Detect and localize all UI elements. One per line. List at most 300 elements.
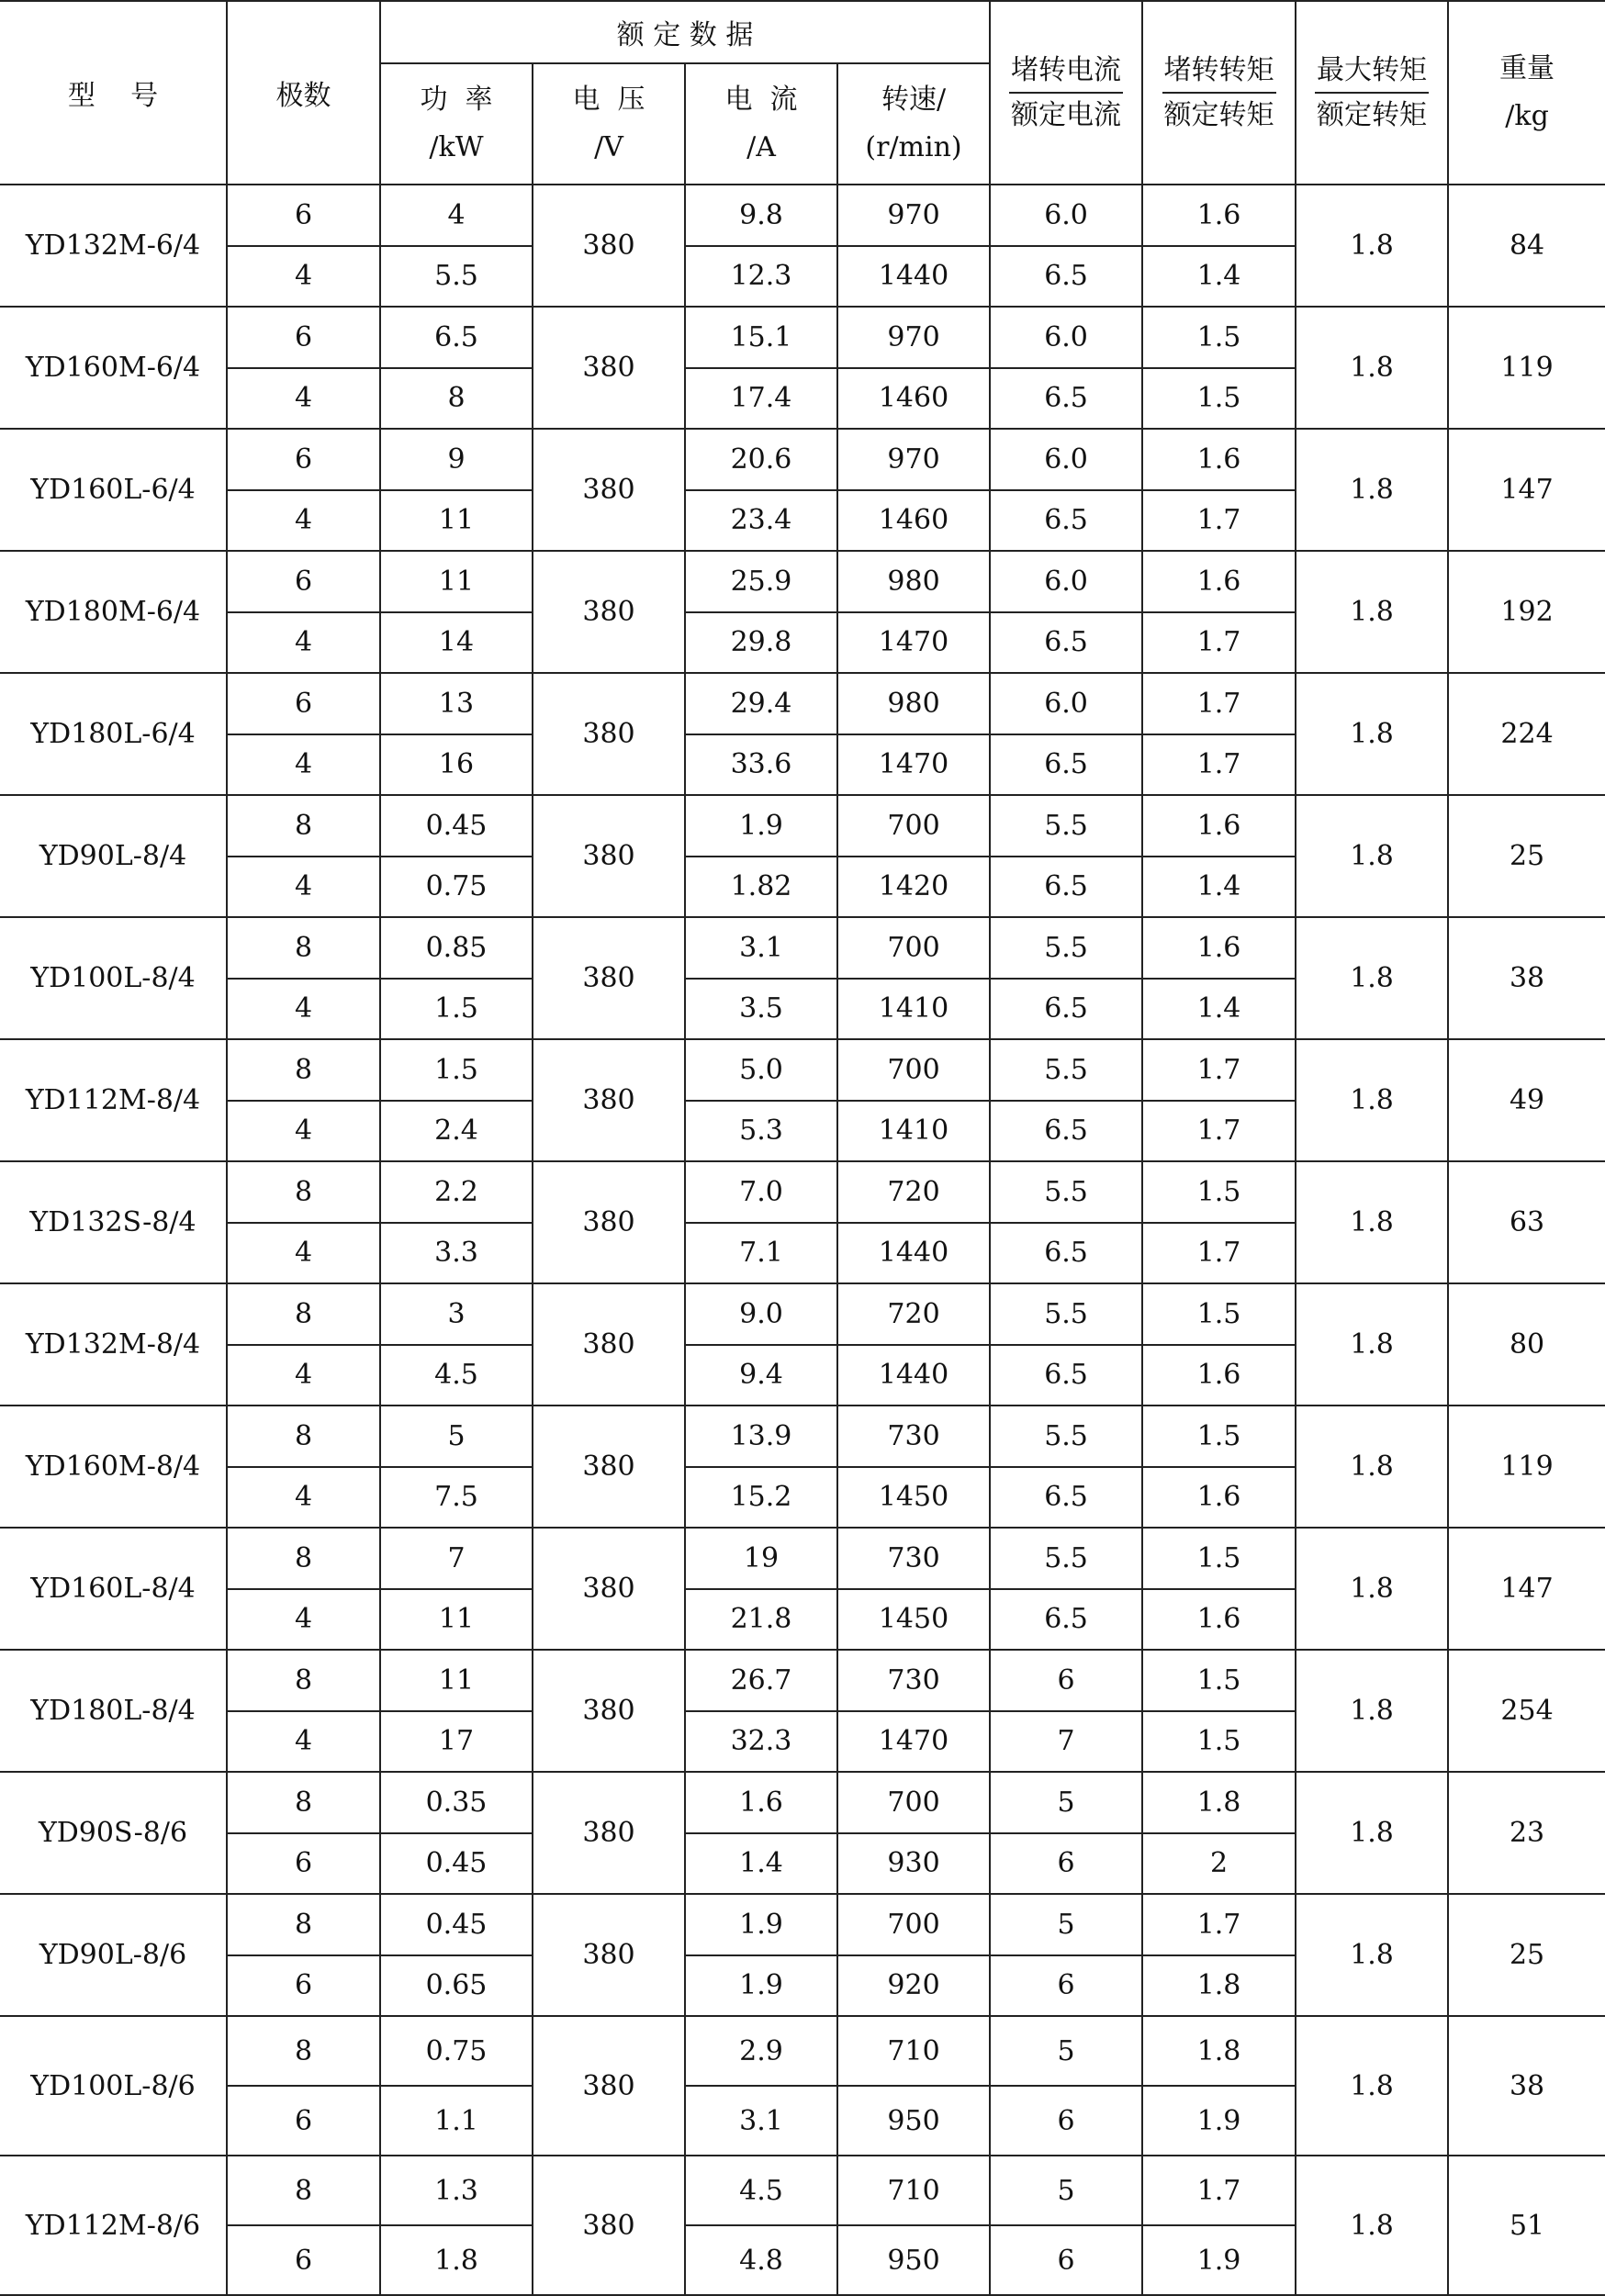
- cell-locked-current-ratio: 6.5: [990, 490, 1142, 552]
- cell-voltage: 380: [533, 1283, 685, 1406]
- cell-locked-current-ratio: 6.5: [990, 246, 1142, 308]
- cell-locked-current-ratio: 6: [990, 1955, 1142, 2017]
- cell-current: 19: [685, 1528, 837, 1589]
- cell-locked-torque-ratio: 1.5: [1142, 1406, 1296, 1467]
- table-body: [0, 185, 1605, 2295]
- cell-speed: 1440: [837, 1345, 990, 1406]
- cell-poles: 6: [227, 2225, 380, 2295]
- cell-voltage: 380: [533, 795, 685, 917]
- cell-max-torque-ratio: 1.8: [1296, 185, 1448, 307]
- cell-locked-current-ratio: 5: [990, 2156, 1142, 2225]
- cell-speed: 710: [837, 2016, 990, 2086]
- cell-poles: 4: [227, 612, 380, 674]
- cell-locked-current-ratio: 6.5: [990, 857, 1142, 918]
- cell-locked-torque-ratio: 1.4: [1142, 979, 1296, 1040]
- cell-locked-torque-ratio: 1.6: [1142, 1589, 1296, 1651]
- cell-locked-torque-ratio: 1.9: [1142, 2225, 1296, 2295]
- cell-power: 1.5: [380, 1039, 533, 1101]
- cell-locked-current-ratio: 6: [990, 1833, 1142, 1895]
- cell-voltage: 380: [533, 551, 685, 673]
- cell-max-torque-ratio: 1.8: [1296, 1039, 1448, 1161]
- cell-locked-current-ratio: 6.0: [990, 307, 1142, 368]
- cell-locked-torque-ratio: 1.5: [1142, 1528, 1296, 1589]
- cell-current: 29.4: [685, 673, 837, 734]
- cell-poles: 4: [227, 1467, 380, 1529]
- cell-power: 2.4: [380, 1101, 533, 1162]
- cell-locked-current-ratio: 6.5: [990, 979, 1142, 1040]
- cell-speed: 700: [837, 917, 990, 979]
- cell-locked-torque-ratio: 1.6: [1142, 429, 1296, 490]
- cell-locked-torque-ratio: 1.5: [1142, 1161, 1296, 1223]
- cell-max-torque-ratio: 1.8: [1296, 1161, 1448, 1283]
- table-row: [0, 307, 1605, 368]
- cell-model: YD160L-8/4: [0, 1528, 227, 1650]
- cell-weight: 25: [1448, 1894, 1605, 2016]
- cell-max-torque-ratio: 1.8: [1296, 429, 1448, 551]
- cell-speed: 720: [837, 1161, 990, 1223]
- cell-weight: 38: [1448, 917, 1605, 1039]
- cell-voltage: 380: [533, 1528, 685, 1650]
- cell-max-torque-ratio: 1.8: [1296, 307, 1448, 429]
- cell-max-torque-ratio: 1.8: [1296, 2016, 1448, 2156]
- cell-poles: 8: [227, 1772, 380, 1833]
- cell-locked-current-ratio: 6.5: [990, 1467, 1142, 1529]
- cell-poles: 4: [227, 857, 380, 918]
- cell-speed: 1420: [837, 857, 990, 918]
- cell-power: 0.45: [380, 795, 533, 857]
- cell-power: 0.75: [380, 2016, 533, 2086]
- table-row: [0, 795, 1605, 857]
- cell-max-torque-ratio: 1.8: [1296, 551, 1448, 673]
- cell-locked-current-ratio: 7: [990, 1711, 1142, 1773]
- cell-current: 4.8: [685, 2225, 837, 2295]
- cell-weight: 119: [1448, 307, 1605, 429]
- cell-weight: 254: [1448, 1650, 1605, 1772]
- cell-power: 14: [380, 612, 533, 674]
- cell-current: 32.3: [685, 1711, 837, 1773]
- cell-weight: 49: [1448, 1039, 1605, 1161]
- cell-poles: 4: [227, 1223, 380, 1284]
- cell-poles: 6: [227, 307, 380, 368]
- cell-locked-torque-ratio: 1.5: [1142, 1711, 1296, 1773]
- cell-model: YD132M-8/4: [0, 1283, 227, 1406]
- cell-power: 16: [380, 734, 533, 796]
- cell-current: 1.9: [685, 1894, 837, 1955]
- cell-locked-current-ratio: 6.5: [990, 368, 1142, 430]
- cell-poles: 8: [227, 1283, 380, 1345]
- cell-power: 11: [380, 1650, 533, 1711]
- cell-power: 7: [380, 1528, 533, 1589]
- cell-speed: 980: [837, 673, 990, 734]
- cell-speed: 970: [837, 185, 990, 246]
- cell-locked-current-ratio: 5.5: [990, 1161, 1142, 1223]
- cell-locked-current-ratio: 6.5: [990, 1589, 1142, 1651]
- cell-current: 9.8: [685, 185, 837, 246]
- cell-speed: 720: [837, 1283, 990, 1345]
- cell-poles: 8: [227, 795, 380, 857]
- table-row: [0, 551, 1605, 612]
- cell-poles: 8: [227, 1650, 380, 1711]
- table-row: [0, 2016, 1605, 2086]
- cell-max-torque-ratio: 1.8: [1296, 1650, 1448, 1772]
- cell-power: 8: [380, 368, 533, 430]
- cell-locked-current-ratio: 5: [990, 1772, 1142, 1833]
- cell-voltage: 380: [533, 1161, 685, 1283]
- cell-power: 0.45: [380, 1894, 533, 1955]
- cell-power: 6.5: [380, 307, 533, 368]
- cell-model: YD160L-6/4: [0, 429, 227, 551]
- cell-locked-torque-ratio: 2: [1142, 1833, 1296, 1895]
- cell-locked-torque-ratio: 1.4: [1142, 246, 1296, 308]
- cell-speed: 710: [837, 2156, 990, 2225]
- cell-voltage: 380: [533, 1772, 685, 1894]
- cell-power: 2.2: [380, 1161, 533, 1223]
- cell-locked-torque-ratio: 1.7: [1142, 734, 1296, 796]
- cell-power: 4: [380, 185, 533, 246]
- cell-locked-torque-ratio: 1.4: [1142, 857, 1296, 918]
- cell-speed: 920: [837, 1955, 990, 2017]
- cell-weight: 84: [1448, 185, 1605, 307]
- cell-power: 11: [380, 551, 533, 612]
- cell-max-torque-ratio: 1.8: [1296, 673, 1448, 795]
- cell-power: 4.5: [380, 1345, 533, 1406]
- cell-poles: 6: [227, 551, 380, 612]
- cell-power: 1.8: [380, 2225, 533, 2295]
- cell-speed: 1410: [837, 979, 990, 1040]
- table-row: [0, 185, 1605, 246]
- cell-poles: 4: [227, 734, 380, 796]
- cell-weight: 224: [1448, 673, 1605, 795]
- cell-current: 15.2: [685, 1467, 837, 1529]
- cell-max-torque-ratio: 1.8: [1296, 1283, 1448, 1406]
- cell-poles: 8: [227, 1528, 380, 1589]
- cell-locked-torque-ratio: 1.7: [1142, 612, 1296, 674]
- cell-locked-torque-ratio: 1.7: [1142, 2156, 1296, 2225]
- cell-speed: 700: [837, 1772, 990, 1833]
- table-row: [0, 1528, 1605, 1589]
- cell-current: 33.6: [685, 734, 837, 796]
- cell-poles: 8: [227, 2156, 380, 2225]
- cell-locked-torque-ratio: 1.8: [1142, 1772, 1296, 1833]
- cell-poles: 8: [227, 1894, 380, 1955]
- cell-locked-torque-ratio: 1.5: [1142, 368, 1296, 430]
- cell-model: YD132S-8/4: [0, 1161, 227, 1283]
- cell-speed: 730: [837, 1406, 990, 1467]
- cell-locked-torque-ratio: 1.7: [1142, 490, 1296, 552]
- cell-current: 3.1: [685, 917, 837, 979]
- cell-locked-torque-ratio: 1.9: [1142, 2086, 1296, 2156]
- cell-voltage: 380: [533, 2156, 685, 2295]
- cell-locked-torque-ratio: 1.6: [1142, 1467, 1296, 1529]
- cell-poles: 4: [227, 979, 380, 1040]
- cell-current: 21.8: [685, 1589, 837, 1651]
- cell-speed: 700: [837, 795, 990, 857]
- header-max-torque-ratio: $\frac{\text{最大转矩}}{\text{额定转矩}}$: [1296, 1, 1448, 185]
- cell-poles: 8: [227, 2016, 380, 2086]
- cell-current: 7.1: [685, 1223, 837, 1284]
- cell-speed: 1460: [837, 490, 990, 552]
- cell-current: 3.5: [685, 979, 837, 1040]
- table-row: [0, 1161, 1605, 1223]
- cell-current: 1.82: [685, 857, 837, 918]
- cell-current: 9.0: [685, 1283, 837, 1345]
- cell-locked-torque-ratio: 1.8: [1142, 1955, 1296, 2017]
- cell-locked-torque-ratio: 1.6: [1142, 551, 1296, 612]
- cell-power: 1.3: [380, 2156, 533, 2225]
- cell-speed: 1410: [837, 1101, 990, 1162]
- cell-poles: 4: [227, 1711, 380, 1773]
- header-locked-torque-ratio: $\frac{\text{堵转转矩}}{\text{额定转矩}}$: [1142, 1, 1296, 185]
- cell-poles: 8: [227, 1161, 380, 1223]
- cell-current: 20.6: [685, 429, 837, 490]
- table-row: [0, 1772, 1605, 1833]
- cell-poles: 6: [227, 429, 380, 490]
- cell-current: 1.6: [685, 1772, 837, 1833]
- cell-poles: 6: [227, 2086, 380, 2156]
- cell-poles: 6: [227, 1955, 380, 2017]
- cell-model: YD90L-8/4: [0, 795, 227, 917]
- cell-locked-torque-ratio: 1.6: [1142, 795, 1296, 857]
- table-row: [0, 2156, 1605, 2225]
- cell-weight: 25: [1448, 795, 1605, 917]
- cell-current: 29.8: [685, 612, 837, 674]
- cell-locked-current-ratio: 5: [990, 2016, 1142, 2086]
- cell-poles: 4: [227, 246, 380, 308]
- cell-locked-torque-ratio: 1.7: [1142, 673, 1296, 734]
- cell-voltage: 380: [533, 1039, 685, 1161]
- cell-model: YD100L-8/6: [0, 2016, 227, 2156]
- cell-model: YD100L-8/4: [0, 917, 227, 1039]
- cell-speed: 1450: [837, 1467, 990, 1529]
- table-row: [0, 1406, 1605, 1467]
- cell-max-torque-ratio: 1.8: [1296, 795, 1448, 917]
- cell-voltage: 380: [533, 1894, 685, 2016]
- cell-poles: 4: [227, 1589, 380, 1651]
- cell-model: YD90S-8/6: [0, 1772, 227, 1894]
- cell-power: 7.5: [380, 1467, 533, 1529]
- cell-locked-current-ratio: 6.5: [990, 1101, 1142, 1162]
- cell-locked-current-ratio: 5.5: [990, 795, 1142, 857]
- cell-speed: 970: [837, 307, 990, 368]
- cell-poles: 4: [227, 368, 380, 430]
- cell-speed: 1470: [837, 612, 990, 674]
- cell-locked-current-ratio: 6.5: [990, 612, 1142, 674]
- cell-model: YD160M-8/4: [0, 1406, 227, 1528]
- cell-speed: 1440: [837, 246, 990, 308]
- cell-power: 0.85: [380, 917, 533, 979]
- cell-power: 3: [380, 1283, 533, 1345]
- cell-locked-torque-ratio: 1.6: [1142, 185, 1296, 246]
- cell-poles: 8: [227, 917, 380, 979]
- cell-locked-current-ratio: 6: [990, 2225, 1142, 2295]
- header-voltage: 电 压 /V: [533, 63, 685, 185]
- cell-locked-torque-ratio: 1.5: [1142, 1650, 1296, 1711]
- cell-current: 4.5: [685, 2156, 837, 2225]
- cell-weight: 51: [1448, 2156, 1605, 2295]
- cell-poles: 8: [227, 1406, 380, 1467]
- cell-poles: 4: [227, 490, 380, 552]
- table-row: [0, 1894, 1605, 1955]
- cell-locked-current-ratio: 6: [990, 1650, 1142, 1711]
- cell-voltage: 380: [533, 1406, 685, 1528]
- cell-locked-torque-ratio: 1.7: [1142, 1894, 1296, 1955]
- cell-current: 5.3: [685, 1101, 837, 1162]
- table-row: [0, 1650, 1605, 1711]
- cell-locked-torque-ratio: 1.6: [1142, 1345, 1296, 1406]
- cell-speed: 930: [837, 1833, 990, 1895]
- cell-speed: 700: [837, 1894, 990, 1955]
- cell-current: 15.1: [685, 307, 837, 368]
- table-row: [0, 673, 1605, 734]
- cell-power: 17: [380, 1711, 533, 1773]
- cell-speed: 950: [837, 2086, 990, 2156]
- cell-voltage: 380: [533, 2016, 685, 2156]
- cell-model: YD160M-6/4: [0, 307, 227, 429]
- header-model: 型 号: [0, 1, 227, 185]
- header-rated-data: 额 定 数 据: [380, 1, 990, 63]
- cell-locked-current-ratio: 6.5: [990, 1345, 1142, 1406]
- cell-poles: 6: [227, 185, 380, 246]
- cell-locked-current-ratio: 5.5: [990, 1283, 1142, 1345]
- cell-weight: 23: [1448, 1772, 1605, 1894]
- cell-speed: 980: [837, 551, 990, 612]
- table-row: [0, 1039, 1605, 1101]
- header-poles: 极数: [227, 1, 380, 185]
- cell-current: 5.0: [685, 1039, 837, 1101]
- cell-weight: 192: [1448, 551, 1605, 673]
- cell-current: 7.0: [685, 1161, 837, 1223]
- cell-speed: 1440: [837, 1223, 990, 1284]
- cell-power: 0.35: [380, 1772, 533, 1833]
- cell-current: 9.4: [685, 1345, 837, 1406]
- cell-current: 3.1: [685, 2086, 837, 2156]
- cell-locked-current-ratio: 5.5: [990, 1406, 1142, 1467]
- cell-voltage: 380: [533, 1650, 685, 1772]
- cell-model: YD112M-8/6: [0, 2156, 227, 2295]
- cell-voltage: 380: [533, 307, 685, 429]
- cell-speed: 970: [837, 429, 990, 490]
- cell-power: 1.5: [380, 979, 533, 1040]
- cell-poles: 6: [227, 1833, 380, 1895]
- cell-power: 0.75: [380, 857, 533, 918]
- cell-voltage: 380: [533, 429, 685, 551]
- cell-locked-current-ratio: 5: [990, 1894, 1142, 1955]
- table-row: [0, 429, 1605, 490]
- cell-poles: 8: [227, 1039, 380, 1101]
- cell-voltage: 380: [533, 185, 685, 307]
- cell-power: 11: [380, 1589, 533, 1651]
- cell-locked-current-ratio: 6.5: [990, 734, 1142, 796]
- cell-power: 0.65: [380, 1955, 533, 2017]
- cell-power: 3.3: [380, 1223, 533, 1284]
- cell-speed: 700: [837, 1039, 990, 1101]
- cell-model: YD180L-8/4: [0, 1650, 227, 1772]
- cell-locked-current-ratio: 6: [990, 2086, 1142, 2156]
- cell-poles: 4: [227, 1101, 380, 1162]
- header-power: 功 率 /kW: [380, 63, 533, 185]
- table-row: [0, 917, 1605, 979]
- cell-voltage: 380: [533, 673, 685, 795]
- cell-weight: 38: [1448, 2016, 1605, 2156]
- header-locked-current-ratio: $\frac{\text{堵转电流}}{\text{额定电流}}$: [990, 1, 1142, 185]
- cell-current: 2.9: [685, 2016, 837, 2086]
- cell-speed: 1470: [837, 734, 990, 796]
- cell-current: 17.4: [685, 368, 837, 430]
- cell-speed: 730: [837, 1528, 990, 1589]
- cell-speed: 730: [837, 1650, 990, 1711]
- cell-locked-current-ratio: 5.5: [990, 917, 1142, 979]
- cell-weight: 147: [1448, 429, 1605, 551]
- cell-current: 1.9: [685, 1955, 837, 2017]
- header-current: 电 流 /A: [685, 63, 837, 185]
- cell-locked-current-ratio: 6.0: [990, 673, 1142, 734]
- cell-current: 1.4: [685, 1833, 837, 1895]
- cell-model: YD132M-6/4: [0, 185, 227, 307]
- cell-locked-current-ratio: 5.5: [990, 1528, 1142, 1589]
- cell-locked-torque-ratio: 1.5: [1142, 307, 1296, 368]
- header-weight: 重量 /kg: [1448, 1, 1605, 185]
- cell-max-torque-ratio: 1.8: [1296, 917, 1448, 1039]
- cell-locked-current-ratio: 5.5: [990, 1039, 1142, 1101]
- cell-locked-torque-ratio: 1.6: [1142, 917, 1296, 979]
- cell-max-torque-ratio: 1.8: [1296, 1772, 1448, 1894]
- cell-model: YD180M-6/4: [0, 551, 227, 673]
- cell-locked-torque-ratio: 1.7: [1142, 1223, 1296, 1284]
- header-speed: 转速/ (r/min): [837, 63, 990, 185]
- cell-poles: 6: [227, 673, 380, 734]
- cell-current: 12.3: [685, 246, 837, 308]
- cell-max-torque-ratio: 1.8: [1296, 2156, 1448, 2295]
- cell-locked-torque-ratio: 1.7: [1142, 1039, 1296, 1101]
- cell-weight: 80: [1448, 1283, 1605, 1406]
- cell-voltage: 380: [533, 917, 685, 1039]
- cell-power: 1.1: [380, 2086, 533, 2156]
- cell-locked-torque-ratio: 1.7: [1142, 1101, 1296, 1162]
- cell-model: YD90L-8/6: [0, 1894, 227, 2016]
- cell-power: 13: [380, 673, 533, 734]
- cell-power: 5.5: [380, 246, 533, 308]
- cell-locked-torque-ratio: 1.5: [1142, 1283, 1296, 1345]
- cell-weight: 63: [1448, 1161, 1605, 1283]
- cell-current: 23.4: [685, 490, 837, 552]
- cell-weight: 119: [1448, 1406, 1605, 1528]
- table-row: [0, 1283, 1605, 1345]
- cell-locked-current-ratio: 6.0: [990, 429, 1142, 490]
- cell-poles: 4: [227, 1345, 380, 1406]
- cell-model: YD112M-8/4: [0, 1039, 227, 1161]
- cell-speed: 1470: [837, 1711, 990, 1773]
- cell-current: 1.9: [685, 795, 837, 857]
- cell-locked-current-ratio: 6.0: [990, 185, 1142, 246]
- cell-model: YD180L-6/4: [0, 673, 227, 795]
- cell-current: 25.9: [685, 551, 837, 612]
- cell-max-torque-ratio: 1.8: [1296, 1528, 1448, 1650]
- cell-current: 26.7: [685, 1650, 837, 1711]
- cell-power: 5: [380, 1406, 533, 1467]
- cell-locked-current-ratio: 6.0: [990, 551, 1142, 612]
- cell-weight: 147: [1448, 1528, 1605, 1650]
- cell-speed: 1460: [837, 368, 990, 430]
- cell-max-torque-ratio: 1.8: [1296, 1894, 1448, 2016]
- table-header: [0, 1, 1605, 185]
- cell-power: 11: [380, 490, 533, 552]
- cell-current: 13.9: [685, 1406, 837, 1467]
- cell-speed: 950: [837, 2225, 990, 2295]
- cell-power: 9: [380, 429, 533, 490]
- cell-locked-torque-ratio: 1.8: [1142, 2016, 1296, 2086]
- cell-max-torque-ratio: 1.8: [1296, 1406, 1448, 1528]
- cell-speed: 1450: [837, 1589, 990, 1651]
